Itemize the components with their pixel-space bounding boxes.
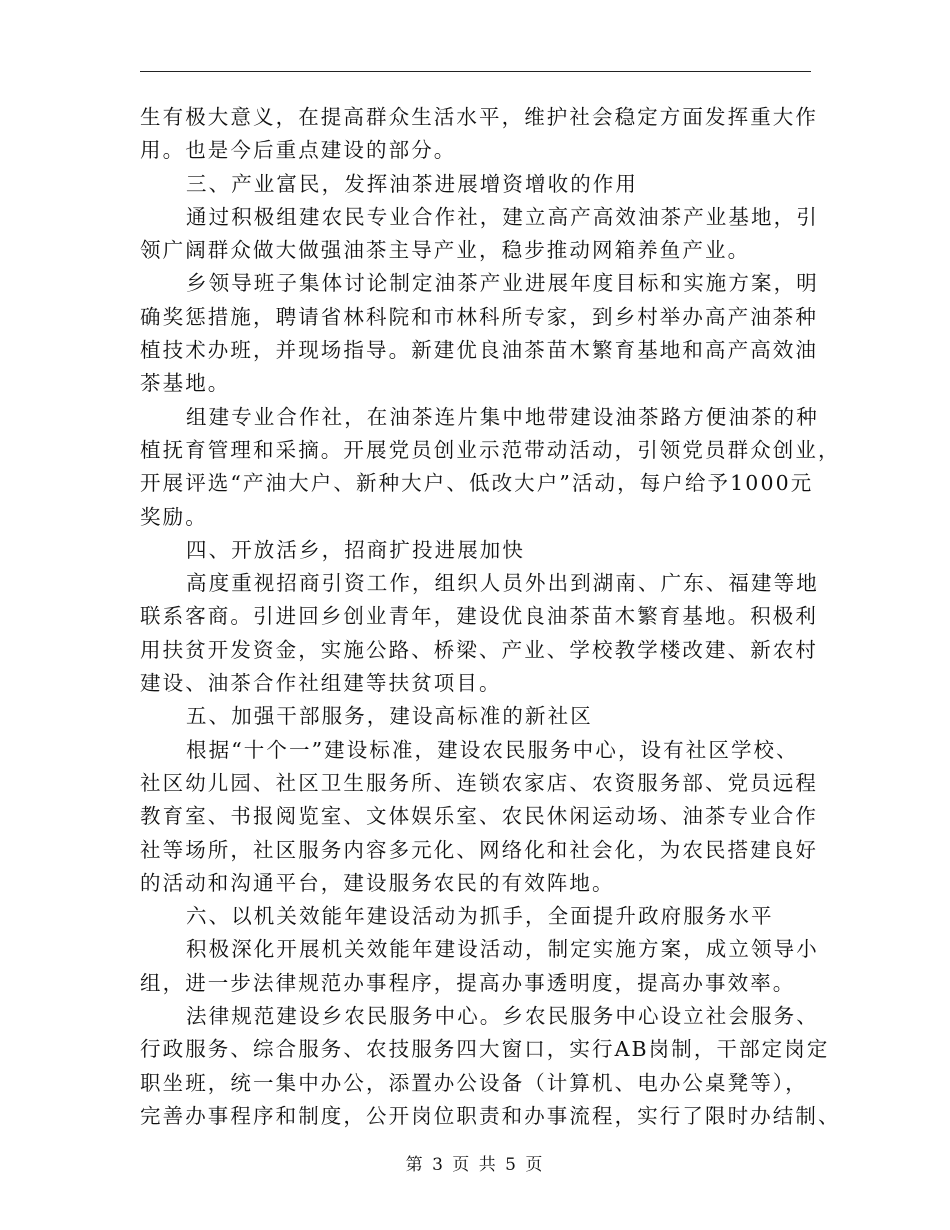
text-line: 根据“十个一”建设标准，建设农民服务中心，设有社区学校、 <box>186 737 799 762</box>
text-line: 组建专业合作社，在油茶连片集中地带建设油茶路方便油茶的种 <box>186 404 819 429</box>
text-line: 联系客商。引进回乡创业青年，建设优良油茶苗木繁育基地。积极利 <box>140 604 818 629</box>
text-line: 茶基地。 <box>140 371 231 396</box>
text-line: 高度重视招商引资工作，组织人员外出到湖南、广东、福建等地 <box>186 571 819 596</box>
text-line: 植抚育管理和采摘。开展党员创业示范带动活动，引领党员群众创业， <box>140 437 841 462</box>
text-line: 教育室、书报阅览室、文体娱乐室、农民休闲运动场、油茶专业合作 <box>140 804 818 829</box>
text-line: 组，进一步法律规范办事程序，提高办事透明度，提高办事效率。 <box>140 970 796 995</box>
document-body <box>140 101 841 1133</box>
text-line: 社等场所，社区服务内容多元化、网络化和社会化，为农民搭建良好 <box>140 837 818 862</box>
text-line: 植技术办班，并现场指导。新建优良油茶苗木繁育基地和高产高效油 <box>140 338 818 363</box>
text-line: 行政服务、综合服务、农技服务四大窗口，实行AB岗制，干部定岗定 <box>140 1037 830 1062</box>
text-line: 四、开放活乡，招商扩投进展加快 <box>186 537 525 562</box>
text-line: 生有极大意义，在提高群众生活水平，维护社会稳定方面发挥重大作 <box>140 105 818 129</box>
page-footer: 第 3 页 共 5 页 <box>405 1155 545 1175</box>
text-line: 积极深化开展机关效能年建设活动，制定实施方案，成立领导小 <box>186 937 819 962</box>
text-line: 领广阔群众做大做强油茶主导产业，稳步推动网箱养鱼产业。 <box>140 238 751 263</box>
text-line: 乡领导班子集体讨论制定油茶产业进展年度目标和实施方案，明 <box>186 271 819 296</box>
text-line: 奖励。 <box>140 504 208 529</box>
text-line: 社区幼儿园、社区卫生服务所、连锁农家店、农资服务部、党员远程 <box>140 770 818 795</box>
text-line: 三、产业富民，发挥油茶进展增资增收的作用 <box>186 171 638 196</box>
text-line: 用扶贫开发资金，实施公路、桥梁、产业、学校教学楼改建、新农村 <box>140 637 818 662</box>
text-line: 的活动和沟通平台，建设服务农民的有效阵地。 <box>140 870 615 895</box>
text-line: 建设、油茶合作社组建等扶贫项目。 <box>140 671 502 696</box>
text-line: 职坐班，统一集中办公，添置办公设备（计算机、电办公桌凳等）， <box>140 1070 808 1095</box>
header-rule <box>140 71 811 72</box>
text-line: 五、加强干部服务，建设高标准的新社区 <box>186 704 593 729</box>
text-line: 法律规范建设乡农民服务中心。乡农民服务中心设立社会服务、 <box>186 1004 819 1029</box>
text-line: 六、以机关效能年建设活动为抓手，全面提升政府服务水平 <box>186 904 774 929</box>
text-line: 用。也是今后重点建设的部分。 <box>140 138 457 163</box>
text-line: 完善办事程序和制度，公开岗位职责和办事流程，实行了限时办结制、 <box>140 1103 841 1128</box>
text-line: 开展评选“产油大户、新种大户、低改大户”活动，每户给予1000元 <box>140 471 814 496</box>
text-line: 确奖惩措施，聘请省林科院和市林科所专家，到乡村举办高产油茶种 <box>140 304 818 329</box>
text-line: 通过积极组建农民专业合作社，建立高产高效油茶产业基地，引 <box>186 204 819 229</box>
